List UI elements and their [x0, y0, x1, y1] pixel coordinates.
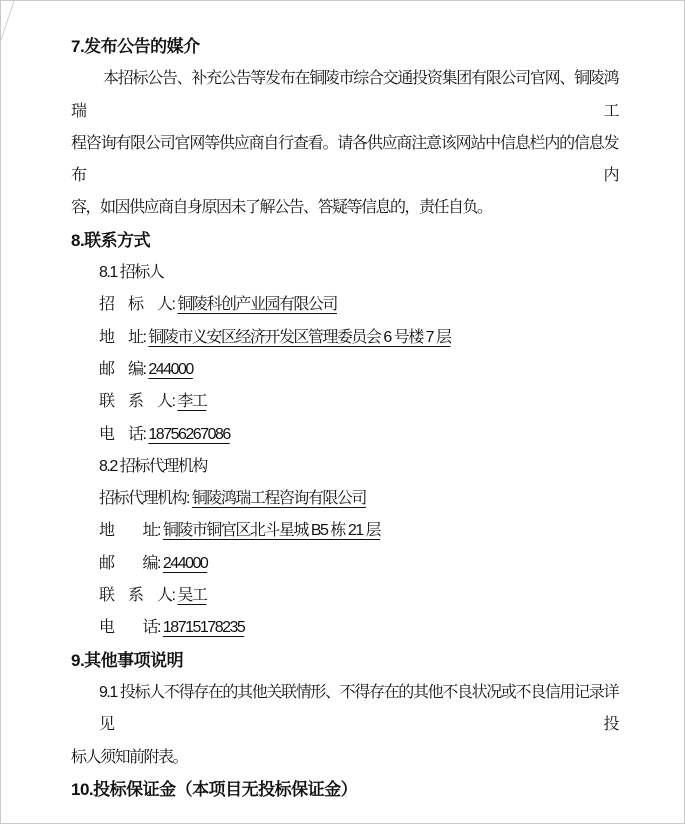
field-value: 铜陵科创产业园有限公司: [177, 296, 337, 314]
field-label: 邮 编:: [99, 360, 149, 378]
field-label: 招 标 人:: [99, 296, 178, 314]
agency-address-row: [71, 515, 618, 547]
section-8-1-title: 8.1 招标人: [99, 264, 164, 282]
field-value: 铜陵鸿瑞工程咨询有限公司: [191, 490, 366, 508]
field-label: 联 系 人:: [99, 587, 178, 605]
section-8-2-title: 8.2 招标代理机构: [99, 457, 207, 475]
section-9-paragraph-line: 标人须知前附表。: [71, 748, 188, 766]
field-value: 18715178235: [162, 619, 245, 637]
section-7-paragraph-line: 程咨询有限公司官网等供应商自行查看。请各供应商注意该网站中信息栏内的信息发布内: [71, 134, 618, 185]
field-value: 吴工: [177, 587, 207, 605]
field-label: 招标代理机构:: [99, 490, 192, 508]
tenderer-contact-row: [71, 386, 618, 418]
section-10-heading: 10.投标保证金（本项目无投标保证金）: [71, 779, 358, 799]
field-value: 18756267086: [148, 425, 230, 443]
field-value: 李工: [177, 393, 207, 411]
field-label: 联 系 人:: [99, 393, 178, 411]
field-label: 地 址:: [99, 328, 149, 346]
field-value: 铜陵市义安区经济开发区管理委员会 6 号楼 7 层: [148, 328, 451, 346]
section-9-paragraph-line: 9.1 投标人不得存在的其他关联情形、不得存在的其他不良状况或不良信用记录详见投: [99, 683, 618, 734]
agency-contact-row: [71, 580, 618, 612]
agency-phone-row: [71, 612, 618, 644]
section-7-heading: 7.发布公告的媒介: [71, 37, 200, 56]
tenderer-address-row: [71, 322, 618, 354]
field-label: 邮 编:: [99, 554, 163, 572]
field-label: 地 址:: [99, 522, 163, 540]
field-value: 244000: [148, 360, 193, 378]
section-7-paragraph-line: 容，如因供应商自身原因未了解公告、答疑等信息的，责任自负。: [71, 199, 492, 217]
tenderer-phone-row: [71, 419, 618, 451]
field-value: 244000: [162, 554, 208, 572]
section-7-paragraph-line: 本招标公告、补充公告等发布在铜陵市综合交通投资集团有限公司官网、铜陵鸿瑞工: [71, 70, 618, 120]
field-value: 铜陵市铜官区北斗星城 B5 栋 21 层: [162, 522, 381, 540]
section-8-heading: 8.联系方式: [71, 230, 151, 250]
tenderer-name-row: [71, 289, 618, 321]
section-9-heading: 9.其他事项说明: [71, 650, 184, 670]
tenderer-zipcode-row: [71, 354, 618, 386]
agency-name-row: [71, 483, 618, 515]
agency-zipcode-row: [71, 548, 618, 580]
document-content: [1, 1, 684, 806]
field-label: 电 话:: [99, 619, 163, 637]
field-label: 电 话:: [99, 425, 149, 443]
